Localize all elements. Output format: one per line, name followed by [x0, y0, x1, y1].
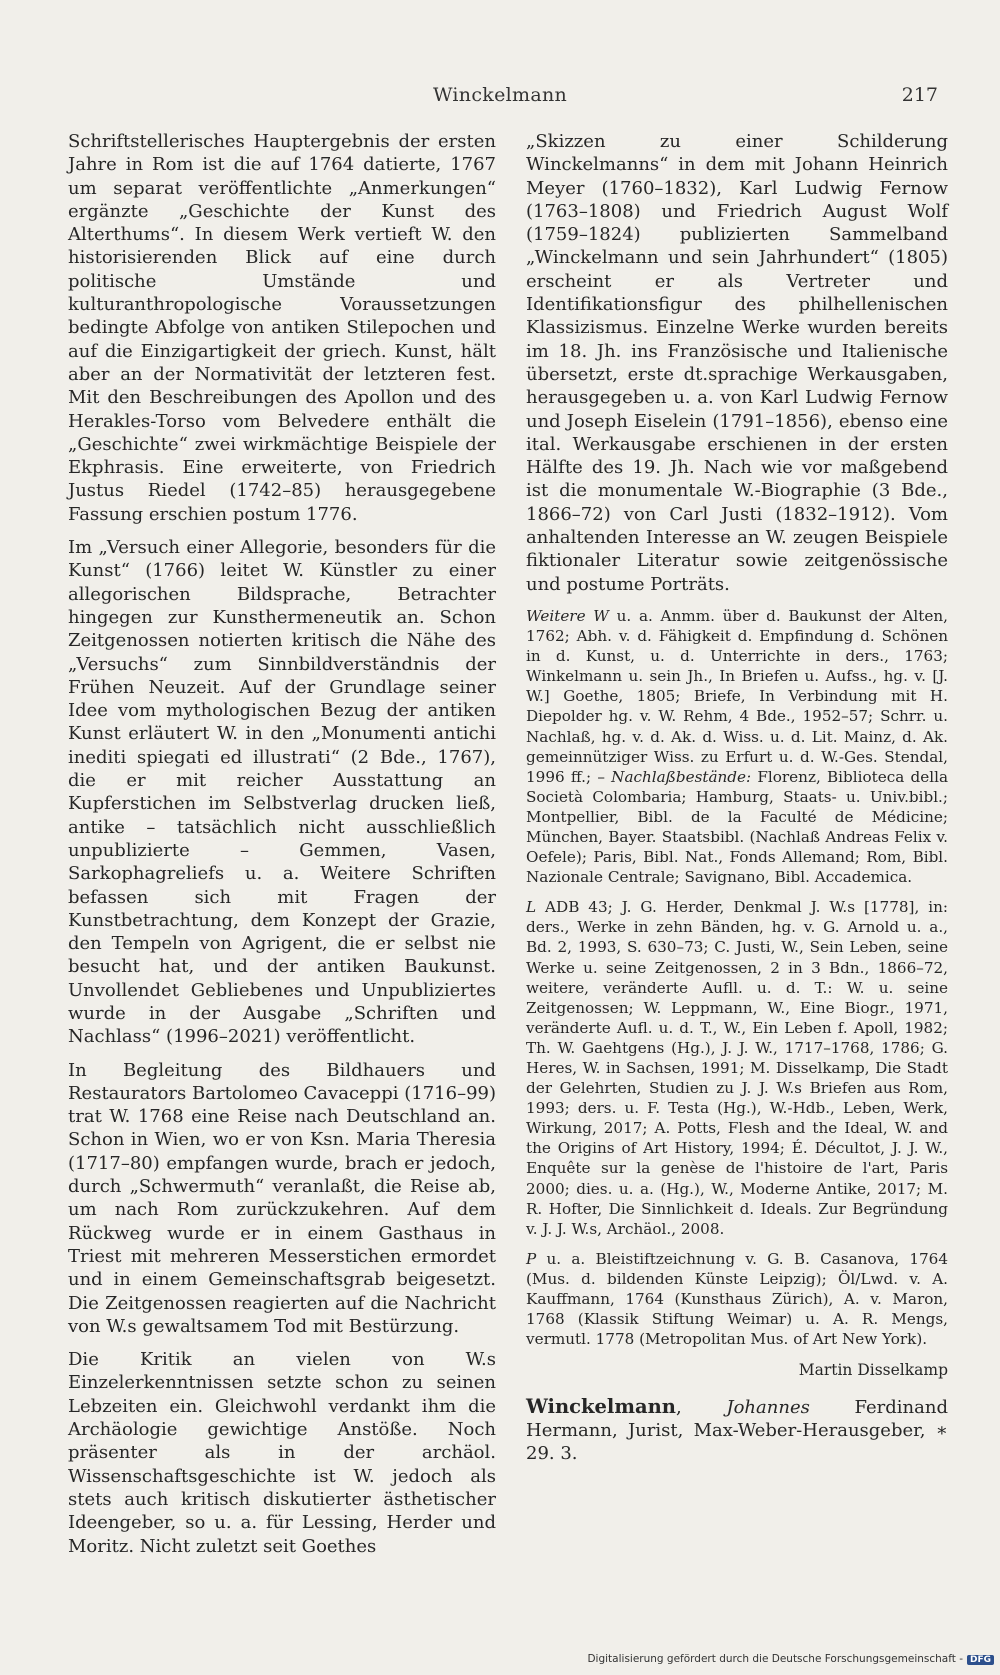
- author-signature: Martin Disselkamp: [798, 1361, 948, 1380]
- body-paragraph: Im „Versuch einer Allegorie, besonders für die Kunst“ (1766) leitet W. Künstler zu einer allegorischen Bildsprache, Betrachter hingegen zur Kunsthermeneutik an. Schon Zeitgenossen notierten kritisch die Nähe des „Versuchs“ zum Sinnbildverständnis der Frühen Neuzeit. Auf der Grundlage seiner Idee vom mythologischen Bezug der antiken Kunst erläutert W. in den „Monumenti antichi inediti spiegati ed illustrati“ (2 Bde., 1767), die er mit reicher Ausstattung an Kupferstichen im Selbstverlag drucken ließ, antike – tatsächlich nicht ausschließlich unpublizierte – Gemmen, Vasen, Sarkophagreliefs u. a. Weitere Schriften befassen sich mit Fragen der Kunstbetrachtung, dem Konzept der Grazie, den Tempeln von Agrigent, die er selbst nie besucht hat, und der antiken Baukunst. Unvollendet Gebliebenes und Unpubliziertes wurde in der Ausgabe „Schriften und Nachlass“ (1996–2021) veröffentlicht.: [68, 537, 496, 1048]
- dfg-logo: DFG: [967, 1655, 994, 1665]
- next-entry-surname: Winckelmann: [526, 1394, 676, 1418]
- literature-section: [526, 897, 948, 1239]
- body-paragraph: „Skizzen zu einer Schilderung Winckelmanns“ in dem mit Johann Heinrich Meyer (1760–1832), Karl Ludwig Fernow (1763–1808) und Friedrich August Wolf (1759–1824) publizierten Sammelband „Winckelmann und sein Jahrhundert“ (1805) erscheint er als Vertreter und Identifikationsfigur des philhellenischen Klassizismus. Einzelne Werke wurden bereits im 18. Jh. ins Französische und Italienische übersetzt, erste dt.sprachige Werkausgaben, herausgegeben u. a. von Karl Ludwig Fernow und Joseph Eiselein (1791–1856), ebenso eine ital. Werkausgabe erschienen in der ersten Hälfte des 19. Jh. Nach wie vor maßgebend ist die monumentale W.-Biographie (3 Bde., 1866–72) von Carl Justi (1832–1912). Vom anhaltenden Interesse an W. zeugen Beispiele fiktionaler Literatur sowie zeitgenössische und postume Porträts.: [526, 131, 948, 595]
- portraits-label: P: [526, 1249, 537, 1268]
- portraits-text: u. a. Bleistiftzeichnung v. G. B. Casanova, 1764 (Mus. d. bildenden Künste Leipzig); Öl/Lwd. v. A. Kauffmann, 1764 (Kunsthaus Zürich), A. v. Maron, 1768 (Klassik Stiftung Weimar) u. A. R. Mengs, vermutl. 1778 (Metropolitan Mus. of Art New York).: [526, 1249, 948, 1349]
- left-column: [68, 130, 496, 1568]
- works-label: Weitere W: [526, 606, 609, 625]
- works-text: u. a. Anmm. über d. Baukunst der Alten, 1762; Abh. v. d. Fähigkeit d. Empfindung d. Schönen in d. Kunst, u. d. Unterrichte in ders., 1763; Winkelmann u. sein Jh., In Briefen u. Aufss., hg. v. [J. W.] Goethe, 1805; Briefe, In Verbindung mit H. Diepolder hg. v. W. Rehm, 4 Bde., 1952–57; Schrr. u. Nachlaß, hg. v. d. Ak. d. Wiss. u. d. Lit. Mainz, d. Ak. gemeinnütziger Wiss. zu Erfurt u. d. W.-Ges. Stendal, 1996 ff.; –: [526, 606, 948, 786]
- literature-text: ADB 43; J. G. Herder, Denkmal J. W.s [1778], in: ders., Werke in zehn Bänden, hg. v. G. Arnold u. a., Bd. 2, 1993, S. 630–73; C. Justi, W., Sein Leben, seine Werke u. seine Zeitgenossen, 2 in 3 Bdn., 1866–72, weitere, veränderte Aufll. u. d. T.: W. u. seine Zeitgenossen; W. Leppmann, W., Eine Biogr., 1971, veränderte Aufl. u. d. T., W., Ein Leben f. Apoll, 1982; Th. W. Gaehtgens (Hg.), J. J. W., 1717–1768, 1786; G. Heres, W. in Sachsen, 1991; M. Disselkamp, Die Stadt der Gelehrten, Studien zu J. J. W.s Briefen aus Rom, 1993; ders. u. F. Testa (Hg.), W.-Hdb., Leben, Werk, Wirkung, 2017; A. Potts, Flesh and the Ideal, W. and the Origins of Art History, 1994; É. Décultot, J. J. W., Enquête sur la genèse de l'histoire de l'art, Paris 2000; dies. u. a. (Hg.), W., Moderne Antike, 2017; M. R. Hofter, Die Sinnlichkeit d. Ideals. Zur Begründung v. J. J. W.s, Archäol., 2008.: [526, 898, 948, 1238]
- next-entry-description: Ferdinand Hermann, Jurist, Max-Weber-Herausgeber, ∗ 29. 3.: [526, 1396, 948, 1465]
- footer-text: Digitalisierung gefördert durch die Deutsche Forschungsgemeinschaft -: [587, 1653, 963, 1665]
- body-paragraph: Schriftstellerisches Hauptergebnis der ersten Jahre in Rom ist die auf 1764 datierte, 1767 um separat veröffentlichte „Anmerkungen“ ergänzte „Geschichte der Kunst des Alterthums“. In diesem Werk vertieft W. den historisierenden Blick auf eine durch politische Umstände und kulturanthropologische Voraussetzungen bedingte Abfolge von antiken Stilepochen und auf die Einzigartigkeit der griech. Kunst, hält aber an der Normativität der letzteren fest. Mit den Beschreibungen des Apollon und des Herakles-Torso vom Belvedere enthält die „Geschichte“ zwei wirkmächtige Beispiele der Ekphrasis. Eine erweiterte, von Friedrich Justus Riedel (1742–85) herausgegebene Fassung erschien postum 1776.: [68, 131, 496, 525]
- works-section: [526, 606, 948, 887]
- nachlass-text: Florenz, Biblioteca della Società Colombaria; Hamburg, Staats- u. Univ.bibl.; Montpellier, Bibl. de la Faculté de Médicine; München, Bayer. Staatsbibl. (Nachlaß Andreas Felix v. Oefele); Paris, Bibl. Nat., Fonds Allemand; Rom, Bibl. Nazionale Centrale; Savignano, Bibl. Accademica.: [526, 767, 948, 887]
- page-number: 217: [901, 84, 938, 106]
- running-header: Winckelmann: [432, 84, 568, 106]
- body-paragraph: In Begleitung des Bildhauers und Restaurators Bartolomeo Cavaceppi (1716–99) trat W. 1768 eine Reise nach Deutschland an. Schon in Wien, wo er von Ksn. Maria Theresia (1717–80) empfangen wurde, brach er jedoch, durch „Schwermuth“ veranlaßt, die Reise ab, um nach Rom zurückzukehren. Auf dem Rückweg wurde er in einem Gasthaus in Triest mit mehreren Messerstichen ermordet und in einem Gemeinschaftsgrab beigesetzt. Die Zeitgenossen reagierten auf die Nachricht von W.s gewaltsamem Tod mit Bestürzung.: [68, 1059, 496, 1337]
- nachlass-label: Nachlaßbestände:: [611, 767, 752, 786]
- next-entry-heading: [526, 1395, 948, 1466]
- digitization-footer: [587, 1653, 994, 1665]
- body-paragraph: Die Kritik an vielen von W.s Einzelerkenntnissen setzte schon zu seinen Lebzeiten ein. Gleichwohl verdankt ihm die Archäologie gewichtige Anstöße. Noch präsenter als in der archäol. Wissenschaftsgeschichte ist W. jedoch als stets auch kritisch diskutierter ästhetischer Ideengeber, so u. a. für Lessing, Herder und Moritz. Nicht zuletzt seit Goethes: [68, 1349, 496, 1557]
- next-entry-separator: ,: [675, 1396, 727, 1418]
- right-column: [526, 130, 948, 1476]
- literature-label: L: [526, 898, 537, 917]
- portraits-section: [526, 1249, 948, 1349]
- next-entry-given-name: Johannes: [726, 1396, 810, 1418]
